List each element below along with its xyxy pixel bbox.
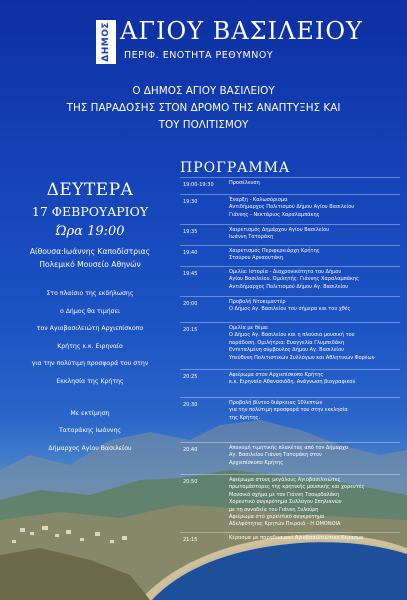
program-item-time: 20:00 — [183, 301, 198, 307]
closing-line: Με εκτίμηση — [70, 409, 110, 417]
program-item-time: 19:00-19:30 — [183, 182, 214, 188]
honor-line: τον Αγιοβασιλειώτη Αρχιεπίσκοπο — [36, 325, 144, 333]
program-item-line: Ιωάννη Τατοράκη — [229, 234, 274, 241]
program-item-line: Αγίου Βασιλείου. Ομιλητής: Γιάννης Χαραλαμπάκης — [229, 276, 360, 283]
program-item-line: Χαιρετισμός Περιφερειάρχη Κρήτης — [229, 248, 320, 254]
program-item-time: 20:40 — [183, 447, 198, 453]
program-item-line: Εντεταλμένη σύμβουλος Δήμου Αγ. Βασιλείου — [229, 347, 345, 354]
program-item-line: Προβολή βίντεο διάρκειας 10λεπτών — [229, 400, 323, 406]
program-item-time: 19:30 — [183, 199, 198, 205]
program-item-description — [223, 475, 400, 529]
logo-text: ΔΗΜΟΣ — [101, 22, 111, 62]
program-item — [180, 177, 400, 188]
program-item — [180, 474, 400, 529]
program-item-line: Προβολή Ντοκιμαντέρ — [229, 299, 286, 305]
program-item-line: Έναρξη - Καλωσόρισμα — [229, 197, 288, 203]
program-item-time: 20:50 — [183, 479, 198, 485]
intro-line-3: ΤΟΥ ΠΟΛΙΤΙΣΜΟΥ — [158, 119, 249, 131]
intro-line-1: Ο ΔΗΜΟΣ ΑΓΙΟΥ ΒΑΣΙΛΕΙΟΥ — [132, 85, 275, 97]
program-item-line: Αντιδήμαρχος Πολιτισμού Δήμου Αγ. Βασιλείου — [229, 283, 349, 290]
signer-title: Δήμαρχος Αγίου Βασιλείου — [48, 444, 132, 452]
program-item-line: Αντιδήμαρχος Πολιτισμού Δήμου Αγίου Βασιλείου — [229, 204, 355, 211]
honor-line: Εκκλησία της Κρήτης — [56, 377, 124, 385]
program-item-line: Ομιλία: Ιστορία - Διαχρονικότητα του Δήμου — [229, 269, 342, 275]
venue-hall: Αίθουσα:Ιωάννης Καποδίστριας — [29, 247, 151, 256]
program-item — [180, 224, 400, 242]
event-date: 17 ΦΕΒΡΟΥΑΡΙΟΥ — [31, 204, 149, 219]
program-item-time: 20:15 — [183, 327, 198, 333]
honor-line: Κρήτης κ.κ. Ειρηναίο — [57, 342, 123, 350]
program-item-line: κ.κ. Ειρηναίο Αθανασιάδη. Ανάγνωση βιογραφικού — [229, 379, 356, 386]
signer-name: Τατοράκης Ιωάννης — [58, 427, 122, 435]
program-item — [180, 266, 400, 291]
program-item-line: Αρχιεπίσκοπο Κρήτης — [229, 459, 284, 466]
program-item-description — [223, 398, 400, 422]
program-item-time: 20:25 — [183, 374, 198, 380]
honor-line: για την πολύτιμη προσφορά του στην — [31, 360, 149, 368]
program-item-line: παράδοση. Ομιλήτρια: Ευαγγελία Γλυμπεδάκη — [229, 339, 345, 346]
program-item — [180, 296, 400, 314]
program-item — [180, 245, 400, 263]
program-item — [180, 442, 400, 467]
program-item-line: Κέρασμα με παραδοσιακό Αγιοβασιλειώτικο Κέρασμα — [229, 535, 364, 541]
org-title: ΑΓΙΟΥ ΒΑΣΙΛΕΙΟΥ — [120, 17, 363, 45]
honor-line: ο Δήμος θα τιμήσει — [59, 307, 121, 315]
intro-line-2: ΤΗΣ ΠΑΡΑΔΟΣΗΣ ΣΤΟΝ ΔΡΟΜΟ ΤΗΣ ΑΝΑΠΤΥΞΗΣ ΚΑΙ — [66, 102, 341, 114]
program-item-line: για την πολύτιμη προσφορά του στην εκκλησία — [229, 407, 348, 414]
program-item-description — [223, 323, 400, 362]
program-item-line: Ομιλία με θέμα: — [229, 325, 269, 331]
program-item-description — [223, 246, 400, 263]
program-item-time: 20:30 — [183, 402, 198, 408]
program-item-line: Χορευτικό συγκρότημα Συλλόγου Σπηλιανών — [229, 499, 342, 506]
signature-block — [8, 405, 172, 458]
program-item-description — [223, 267, 400, 291]
program-item-line: πρωτομάστορες της κρητικής μουσικής και χορευτές — [229, 484, 365, 491]
program-item-line: Ο Δήμος Αγ. Βασιλείου και η πλούσια μουσική του — [229, 332, 355, 339]
venue-building: Πολεμικό Μουσείο Αθηνών — [39, 260, 141, 269]
program-item-time: 19:35 — [183, 229, 198, 235]
program-item-time: 19:40 — [183, 250, 198, 256]
intro-heading — [0, 83, 407, 134]
program-item-description — [223, 225, 400, 242]
honor-line: Στο πλαίσιο της εκδήλωσης — [46, 290, 134, 297]
event-day: ΔΕΥΤΕΡΑ — [46, 180, 134, 200]
program-item-line: Αφιέρωμα στον Αρχιεπίσκοπο Κρήτης — [229, 372, 324, 378]
program-item-line: Αδελφότητας Κρητών Πειραιά - Η ΟΜΟΝΟΙΑ — [229, 521, 341, 528]
program-item-description — [223, 297, 400, 314]
program-item-line: Σταύρου Αρναουτάκη — [229, 255, 284, 262]
program-item-line: της Κρήτης. — [229, 414, 261, 421]
program-item-line: με τη συνοδεία του Γιάννη Ξυλούρη — [229, 506, 319, 513]
program-item-description — [223, 178, 400, 188]
program-title: ΠΡΟΓΡΑΜΜΑ — [180, 160, 291, 176]
program-item-line: Μουσικό σχήμα με τον Γιάννη Τσουρδαλάκη — [229, 491, 340, 498]
program-item — [180, 194, 400, 219]
event-venue — [8, 245, 172, 271]
program-item-time: 21:15 — [183, 537, 198, 543]
program-item-line: Χαιρετισμός Δημάρχου Αγίου Βασιλείου — [229, 227, 330, 233]
program-item-line: Υπεύθυνη Πολιτιστικών Συλλόγων και Αθλητικών Φορέων — [229, 354, 375, 361]
program-item — [180, 397, 400, 422]
program-item — [180, 322, 400, 362]
program-item-time: 19:45 — [183, 271, 198, 277]
program-item-line: Γιάννης - Νεκτάριος Χαραλαμπάκης — [229, 211, 320, 218]
event-time: Ώρα 19:00 — [55, 224, 125, 239]
honor-note — [8, 285, 172, 391]
program-item — [180, 369, 400, 387]
program-item-description — [223, 195, 400, 219]
program-item-line: Ο Δήμος Αγ. Βασιλείου του σήμερα και του χθές — [229, 306, 351, 313]
event-details — [8, 176, 172, 457]
program-item-description — [223, 533, 400, 543]
program-item-line: Αφιέρωμα στο χορευτικό συγκρότημα — [229, 514, 325, 521]
program-item-line: Απονομή τιμητικής πλακέτας από τον Δήμαρχο — [229, 445, 349, 451]
program-item-line: Αφιέρωμα στους μεγάλους Αγιοβασιλειώτες — [229, 477, 341, 483]
program-item — [180, 532, 400, 543]
program-item-line: Αγ. Βασιλείου Γιάννη Τατοράκη στον — [229, 452, 322, 459]
municipality-logo — [96, 20, 116, 64]
program-item-description — [223, 370, 400, 387]
program-item-line: Προσέλευση — [229, 180, 260, 186]
org-subtitle: ΠΕΡΙΦ. ΕΝΟΤΗΤΑ ΡΕΘΥΜΝΟΥ — [124, 50, 274, 61]
program-item-description — [223, 443, 400, 467]
